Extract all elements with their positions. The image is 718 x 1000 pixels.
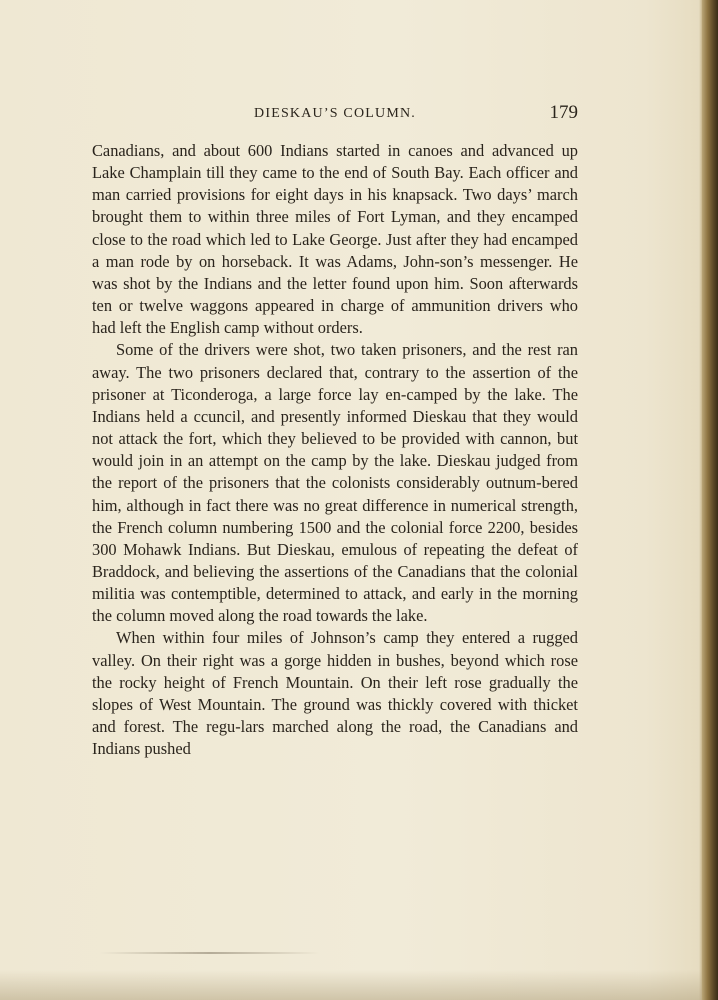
book-binding-edge [702, 0, 718, 1000]
paragraph-2: Some of the drivers were shot, two taken prisoners, and the rest ran away. The two prisoners declared that, contrary to the assertion of the prisoner at Ticonderoga, a large force lay en-camped by the lake. The Indians held a ccuncil, and presently informed Dieskau that they would not attack the fort, which they believed to be provided with cannon, but would join in an attempt on the camp by the lake. Dieskau judged from the report of the prisoners that the colonists considerably outnum-bered him, although in fact there was no great difference in numerical strength, the French column numbering 1500 and the colonial force 2200, besides 300 Mohawk Indians. But Dieskau, emulous of repeating the defeat of Braddock, and believing the assertions of the Canadians that the colonial militia was contemptible, determined to attack, and early in the morning the column moved along the road towards the lake. [92, 340, 578, 626]
page-number: 179 [549, 102, 578, 123]
page-header [92, 102, 578, 130]
bottom-page-shadow [0, 970, 702, 1000]
paragraph-1: Canadians, and about 600 Indians started in canoes and advanced up Lake Champlain till they came to the end of South Bay. Each officer and man carried provisions for eight days in his knapsack. Two days’ march brought them to within three miles of Fort Lyman, and they encamped close to the road which led to Lake George. Just after they had encamped a man rode by on horseback. It was Adams, John-son’s messenger. He was shot by the Indians and the letter found upon him. Soon afterwards ten or twelve waggons appeared in charge of ammunition drivers who had left the English camp without orders. [92, 141, 578, 338]
bottom-smudge-line [100, 952, 320, 954]
paragraph-3: When within four miles of Johnson’s camp they entered a rugged valley. On their right was a gorge hidden in bushes, beyond which rose the rocky height of French Mountain. On their left rose gradually the slopes of West Mountain. The ground was thickly covered with thicket and forest. The regu-lars marched along the road, the Canadians and Indians pushed [92, 628, 578, 759]
running-head: DIESKAU’S COLUMN. [254, 106, 416, 121]
body-text [92, 140, 578, 760]
